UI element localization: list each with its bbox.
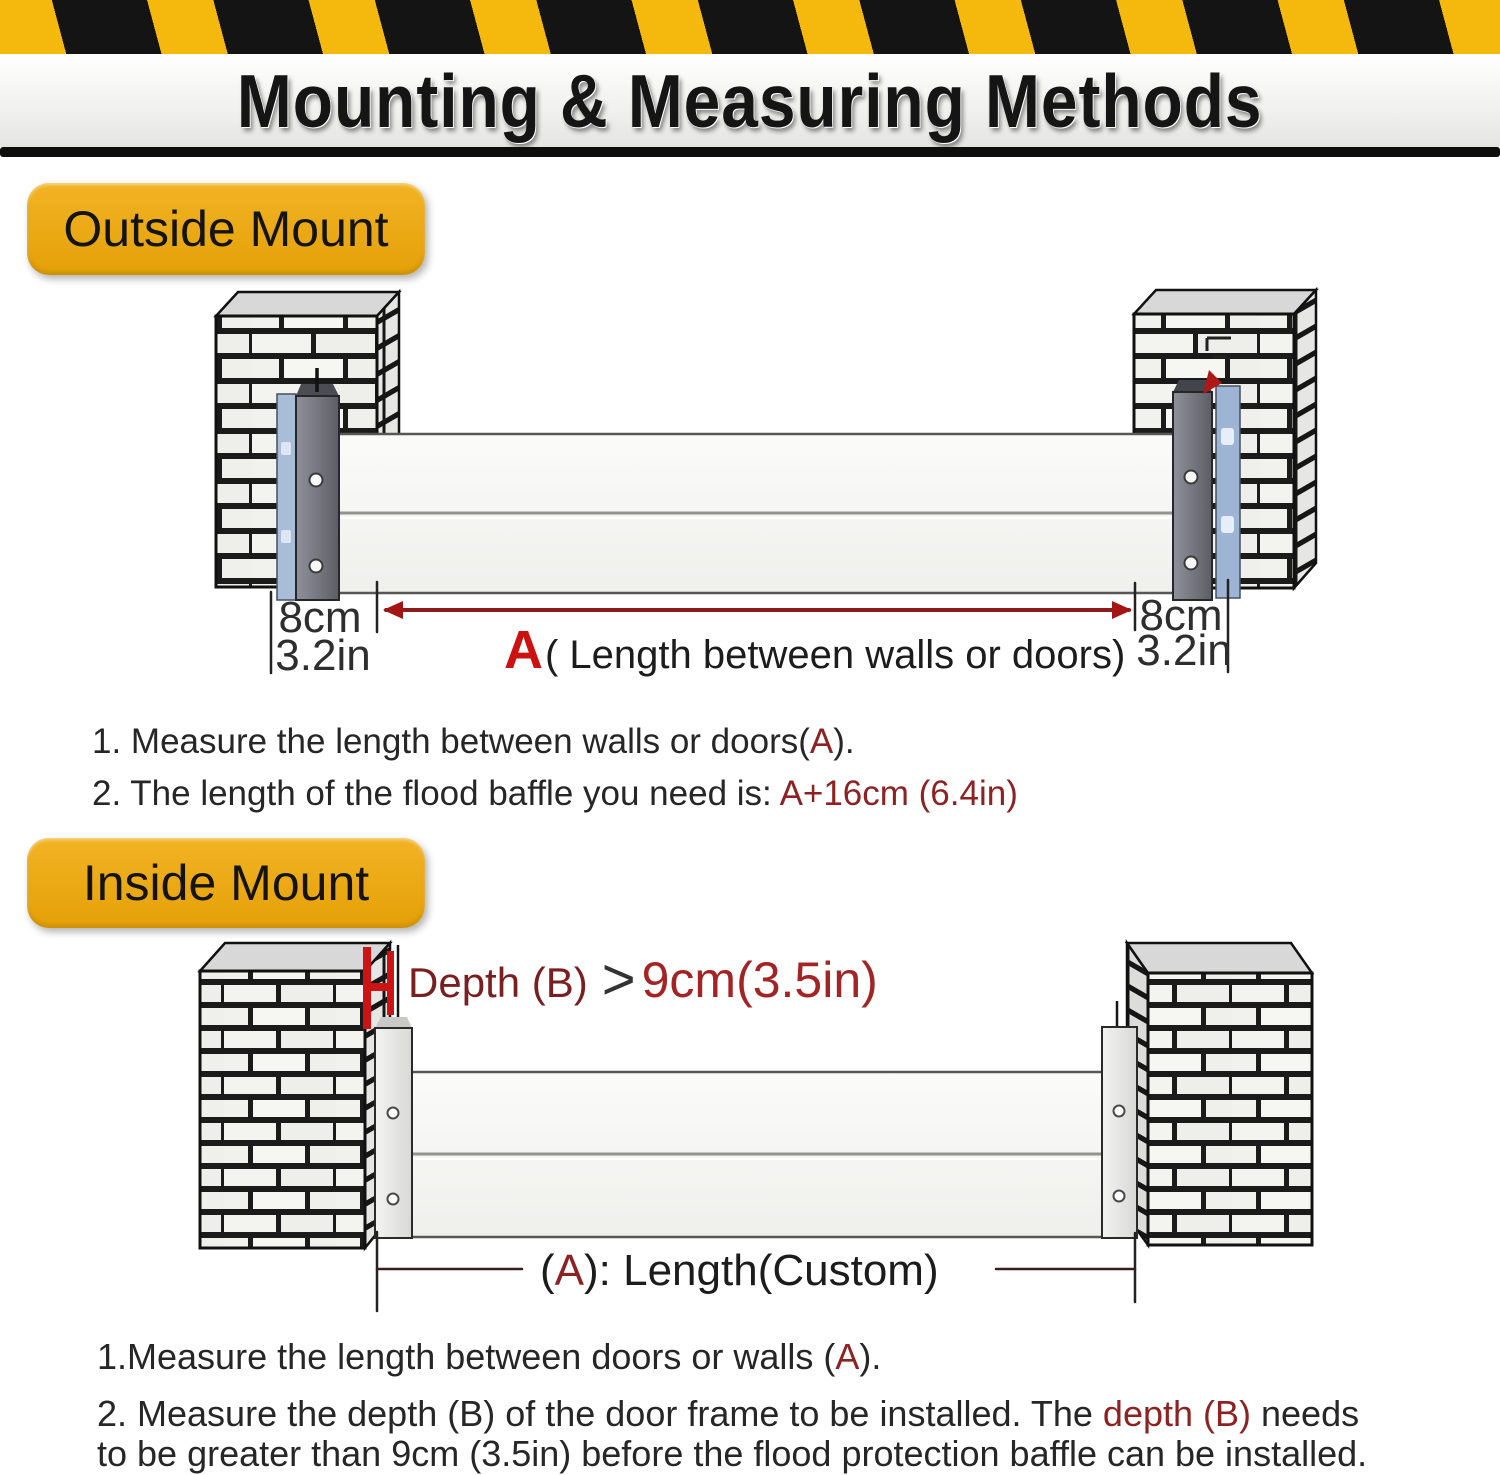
outside-step-2 [92,768,1018,820]
right-overlap-in: 3.2in [1136,626,1232,675]
outside-mount-label: Outside Mount [63,201,389,257]
outside-mount-steps [92,716,1018,820]
screw-hole [1185,471,1198,484]
title-band [0,54,1500,147]
left-overlap-cm: 8cm [278,593,362,642]
flood-barrier [330,434,1180,593]
screw-hole [310,474,323,487]
length-paren: ( [540,1246,555,1295]
step-text: 2. Measure the depth (B) of the door frame to be installed. The [97,1393,1103,1434]
step-text: ). [859,1336,882,1377]
custom-length-label [540,1246,939,1295]
outside-mount-diagram [0,280,1500,710]
step-highlight: depth (B) [1102,1393,1251,1434]
left-overlap-in: 3.2in [275,631,371,680]
span-length-label [504,620,1125,680]
screw-hole [1114,1191,1125,1202]
hazard-tape-banner [0,0,1500,54]
step-text: 1. Measure the length between walls or doors( [92,722,810,761]
dimension-annotations [271,580,1232,680]
step-highlight: A [835,1336,860,1377]
inside-mount-diagram [0,935,1500,1325]
step-text: 2. The length of the flood baffle you need is: [92,774,780,813]
step-text: needs [1251,1393,1360,1434]
screw-hole [1114,1106,1125,1117]
depth-value: 9cm(3.5in) [641,952,878,1008]
span-A: A [504,620,543,680]
length-text: ): Length(Custom) [584,1246,939,1295]
dimension-annotations [377,1232,1135,1311]
step-text: 1.Measure the length between doors or walls ( [97,1336,836,1377]
span-text: ( Length between walls or doors) [545,633,1126,677]
inside-mount-steps [97,1337,1367,1474]
depth-label: Depth (B) [408,959,588,1006]
arrowhead-right-icon [1112,601,1132,619]
flood-barrier [408,1072,1108,1237]
greater-than-sign: > [601,947,636,1012]
screw-hole [388,1108,399,1119]
screw-hole [310,560,323,573]
right-overlap-cm: 8cm [1139,591,1223,640]
inside-step-1 [97,1337,1367,1377]
inside-step-2-line-2 [97,1434,1367,1474]
inside-step-2-line-1 [97,1394,1367,1434]
step-highlight: A [809,722,834,761]
title-underline-bar [0,147,1500,157]
inside-mount-label: Inside Mount [82,855,370,911]
left-mounting-channel [277,368,339,600]
step-text: ). [833,722,855,761]
outside-step-1 [92,716,1018,768]
step-highlight: A+16cm (6.4in) [779,774,1018,813]
outside-mount-badge [27,183,425,275]
step-text: to be greater than 9cm (3.5in) before the flood protection baffle can be installed. [97,1433,1368,1474]
right-mounting-channel [1102,1001,1137,1238]
length-A: A [554,1246,585,1295]
left-pillar [200,943,390,1248]
screw-hole [388,1194,399,1205]
right-pillar [1127,943,1312,1245]
arrowhead-left-icon [383,601,403,619]
screw-hole [1185,557,1198,570]
inside-mount-badge [27,838,425,928]
channel-top-cap [375,1017,412,1028]
page-title: Mounting & Measuring Methods [237,58,1263,143]
depth-requirement-label [408,947,878,1012]
